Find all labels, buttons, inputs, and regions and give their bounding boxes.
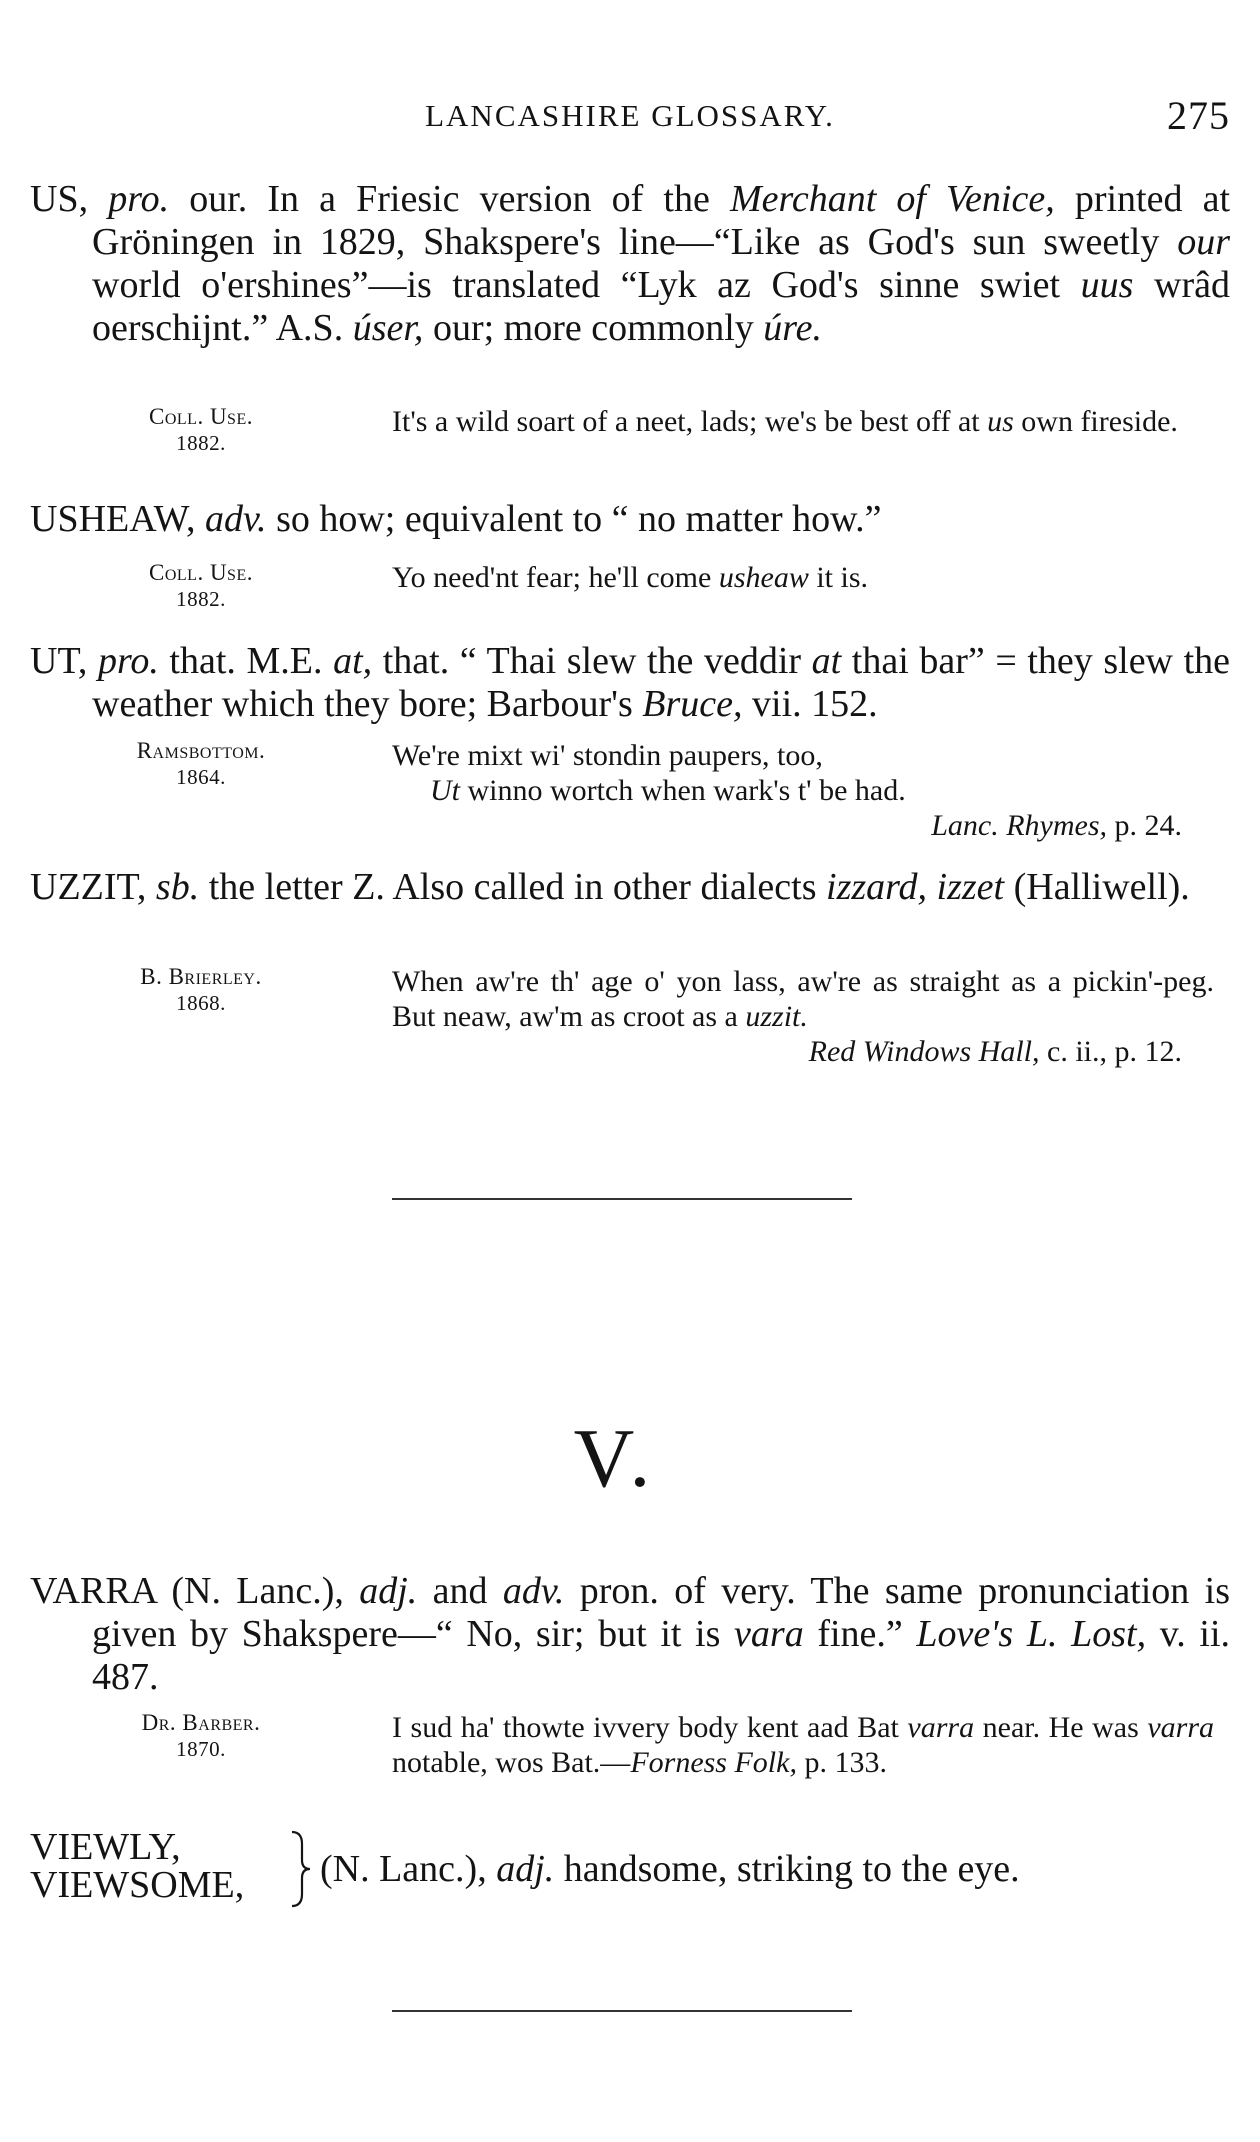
part-of-speech: adv. bbox=[502, 1570, 565, 1612]
quote-text: It's a wild soart of a neet, lads; we's be best off at us own fireside. bbox=[392, 405, 1178, 438]
definition-text: v. ii. 487. bbox=[92, 1613, 1231, 1698]
definition-text: printed at Gröningen in 1829, Shakspere's line—“Like as God's sun sweetly bbox=[92, 178, 1231, 263]
quote-source: Dr. Barber. 1870. bbox=[141, 1710, 261, 1761]
italic-word: uus bbox=[1080, 264, 1134, 306]
page-number: 275 bbox=[1167, 93, 1230, 138]
page-header bbox=[30, 93, 1230, 148]
definition-text: our; more commonly bbox=[423, 307, 764, 349]
region-note: (N. Lanc.), bbox=[156, 1570, 360, 1612]
quote-source: Coll. Use. 1882. bbox=[149, 404, 253, 455]
headword: VIEWLY, bbox=[30, 1826, 181, 1868]
section-divider bbox=[392, 2010, 852, 2012]
part-of-speech: pro. bbox=[97, 640, 159, 682]
entry-varra: VARRA (N. Lanc.), adj. and adv. pron. of very. The same pronunciation is given by Shakspere—“ No, sir; but it is vara fine.” Love's L. Lost, v. ii. 487. bbox=[30, 1570, 1231, 1698]
definition-text: (N. Lanc.), adj. handsome, striking to the eye. bbox=[320, 1848, 1020, 1890]
part-of-speech: pro. bbox=[108, 178, 170, 220]
brace-icon bbox=[288, 1830, 312, 1908]
headword-group bbox=[30, 1828, 244, 1904]
italic-word: at, bbox=[333, 640, 373, 682]
definition-text: (Halliwell). bbox=[1004, 866, 1190, 908]
headword: UT, bbox=[30, 640, 88, 682]
quote-text: We're mixt wi' stondin paupers, too, Ut winno wortch when wark's t' be had. Lanc. Rhymes, p. 24. bbox=[392, 738, 1214, 843]
quote-text: Yo need'nt fear; he'll come usheaw it is. bbox=[392, 561, 869, 594]
italic-word: vara bbox=[734, 1613, 804, 1655]
headword: UZZIT, bbox=[30, 866, 147, 908]
section-letter: V. bbox=[573, 1412, 657, 1505]
definition-text: that. M.E. bbox=[158, 640, 334, 682]
entry-viewly bbox=[30, 1828, 1230, 1928]
headword: VIEWSOME, bbox=[30, 1864, 245, 1906]
part-of-speech: adj. bbox=[496, 1848, 555, 1890]
part-of-speech: sb. bbox=[155, 866, 200, 908]
definition-text: our. In a Friesic version of the bbox=[169, 178, 730, 220]
entry-uzzit bbox=[30, 866, 1230, 909]
italic-word: úser, bbox=[352, 307, 424, 349]
definition-text: wrâd oerschijnt.” A.S. bbox=[92, 264, 1230, 349]
entry-us bbox=[30, 178, 1230, 350]
headword: US, bbox=[30, 178, 89, 220]
definition-text: pron. of very. The same pronunciation is given by Shakspere—“ No, sir; but it is bbox=[92, 1570, 1230, 1655]
definition-text: world o'ershines”—is translated “Lyk az God's sinne swiet bbox=[92, 264, 1081, 306]
quote-source: Coll. Use. 1882. bbox=[149, 560, 253, 611]
entry-ut bbox=[30, 640, 1230, 726]
quote-citation: Red Windows Hall, c. ii., p. 12. bbox=[808, 1035, 1182, 1068]
definition-text: thai bar” = they slew the weather which they bore; Barbour's bbox=[92, 640, 1231, 725]
running-head: LANCASHIRE GLOSSARY. bbox=[425, 98, 835, 133]
italic-title: Merchant of Venice, bbox=[729, 178, 1055, 220]
definition-text: vii. 152. bbox=[742, 683, 878, 725]
quote-citation: Lanc. Rhymes, p. 24. bbox=[931, 809, 1182, 842]
quote-source: B. Brierley. 1868. bbox=[140, 964, 262, 1015]
quote-source: Ramsbottom. 1864. bbox=[136, 738, 266, 789]
quote-text: When aw're th' age o' yon lass, aw're as straight as a pickin'-peg. But neaw, aw'm as croot as a uzzit. Red Windows Hall, c. ii., p. 12. bbox=[392, 965, 1214, 1068]
definition-text: the letter Z. Also called in other dialects bbox=[199, 866, 827, 908]
italic-word: izzard, bbox=[826, 866, 928, 908]
section-divider bbox=[392, 1198, 852, 1200]
italic-title: Love's L. Lost, bbox=[916, 1613, 1147, 1655]
italic-word: our bbox=[1177, 221, 1230, 263]
italic-word: at bbox=[811, 640, 842, 682]
definition-text: so how; equivalent to “ no matter how.” bbox=[266, 498, 882, 540]
italic-title: Bruce, bbox=[642, 683, 743, 725]
definition-text: that. “ Thai slew the veddir bbox=[372, 640, 812, 682]
headword: USHEAW, bbox=[30, 498, 196, 540]
italic-word: izzet bbox=[936, 866, 1005, 908]
headword: VARRA bbox=[30, 1570, 157, 1612]
part-of-speech: adj. bbox=[359, 1570, 418, 1612]
definition-text: fine.” bbox=[803, 1613, 917, 1655]
italic-word: úre. bbox=[763, 307, 823, 349]
entry-usheaw bbox=[30, 498, 1230, 541]
quote-text: I sud ha' thowte ivvery body kent aad Bat varra near. He was varra notable, wos Bat.—Forness Folk, p. 133. bbox=[392, 1711, 1214, 1779]
part-of-speech: adv. bbox=[205, 498, 267, 540]
